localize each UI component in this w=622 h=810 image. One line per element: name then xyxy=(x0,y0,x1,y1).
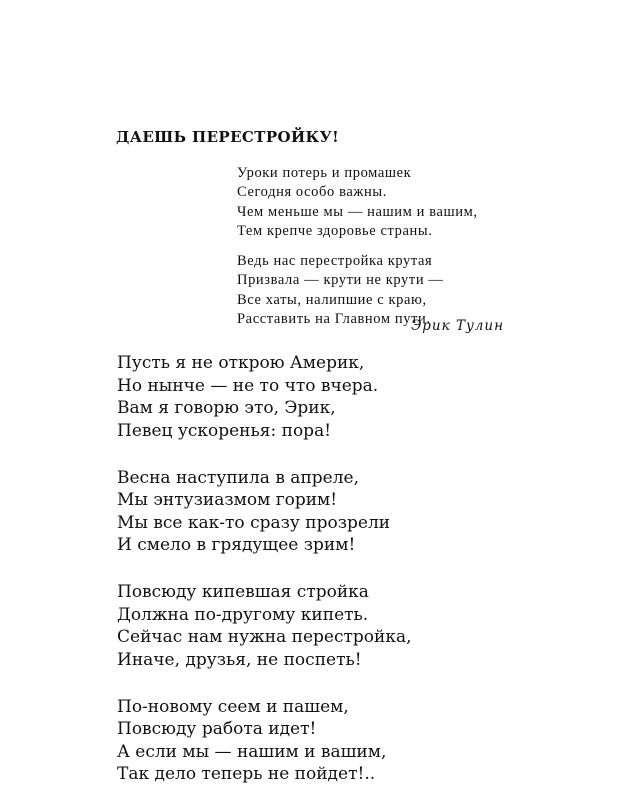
poem-line: Иначе, друзья, не поспеть! xyxy=(117,649,362,670)
poem-line: Должна по-другому кипеть. xyxy=(117,604,369,625)
epigraph-author: Эрик Тулин xyxy=(410,318,504,334)
poem-stanza xyxy=(117,467,412,557)
poem-stanza xyxy=(117,352,412,442)
epigraph-line: Тем крепче здоровье страны. xyxy=(237,222,433,239)
poem-title: ДАЕШЬ ПЕРЕСТРОЙКУ! xyxy=(116,128,340,146)
epigraph-line: Чем меньше мы — нашим и вашим, xyxy=(237,203,478,220)
poem-line: А если мы — нашим и вашим, xyxy=(117,741,387,762)
poem-line: Повсюду кипевшая стройка xyxy=(117,582,369,602)
poem-line: Мы все как-то сразу прозрели xyxy=(117,512,391,533)
epigraph-line: Ведь нас перестройка крутая xyxy=(237,253,433,270)
poem-line: Повсюду работа идет! xyxy=(117,719,317,739)
poem-line: Пусть я не открою Америк, xyxy=(117,353,365,373)
epigraph-line: Расставить на Главном пути. xyxy=(237,311,431,328)
poem-body xyxy=(117,352,412,810)
epigraph-line: Сегодня особо важны. xyxy=(237,184,387,201)
poem-line: Так дело теперь не пойдет!.. xyxy=(117,764,376,784)
poem-line: Мы энтузиазмом горим! xyxy=(117,490,338,510)
poem-line: По-новому сеем и пашем, xyxy=(117,696,349,717)
epigraph xyxy=(237,164,478,340)
poem-line: И смело в грядущее зрим! xyxy=(117,535,356,555)
epigraph-line: Все хаты, налипшие с краю, xyxy=(237,291,427,308)
epigraph-line: Уроки потерь и промашек xyxy=(237,165,412,181)
poem-line: Вам я говорю это, Эрик, xyxy=(117,398,336,418)
poem-stanza xyxy=(117,581,412,671)
epigraph-stanza xyxy=(237,164,478,241)
poem-stanza xyxy=(117,696,412,786)
poem-line: Весна наступила в апреле, xyxy=(117,467,359,488)
epigraph-line: Призвала — крути не крути — xyxy=(237,272,444,289)
poem-line: Сейчас нам нужна перестройка, xyxy=(117,627,412,647)
poem-line: Но нынче — не то что вчера. xyxy=(117,375,379,396)
poem-line: Певец ускоренья: пора! xyxy=(117,420,332,441)
